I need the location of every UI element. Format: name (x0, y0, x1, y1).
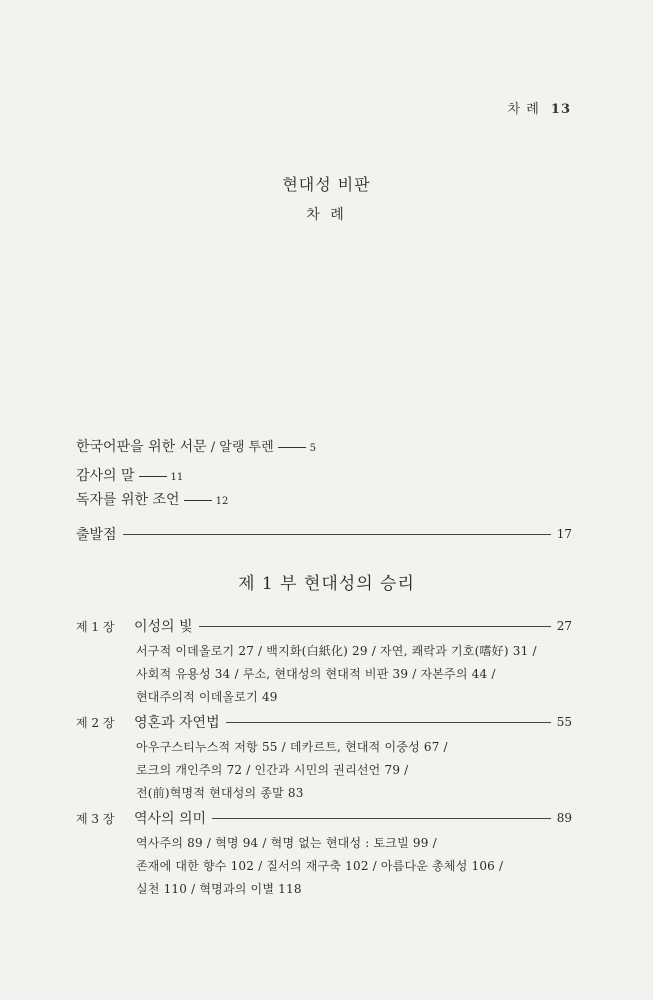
chapter-entry (76, 712, 572, 732)
front-matter-entry (76, 489, 228, 509)
running-head (508, 98, 571, 117)
running-head-label: 차 례 (507, 102, 540, 117)
running-head-page-number: 13 (550, 102, 571, 117)
book-title: 현대성 비판 (282, 175, 371, 194)
leader-dash (278, 447, 306, 448)
chapter-entry (76, 808, 572, 828)
entry-page: 12 (215, 496, 229, 507)
leader-dash (184, 500, 212, 501)
entry-page: 17 (556, 527, 572, 541)
chapter-number: 제 1 장 (76, 619, 115, 634)
section-list-line: 현대주의적 이데올로기 49 (136, 690, 278, 704)
section-list-line: 실천 110 / 혁명과의 이별 118 (136, 882, 302, 896)
part-title: 제 1 부 현대성의 승리 (238, 574, 415, 594)
entry-page: 5 (309, 443, 317, 454)
entry-page: 11 (170, 472, 184, 483)
leader-line (226, 722, 551, 723)
section-list-line: 역사주의 89 / 혁명 94 / 혁명 없는 현대성 : 토크빌 99 / (136, 836, 437, 850)
section-list-line: 서구적 이데올로기 27 / 백지화(白紙化) 29 / 자연, 쾌락과 기호(嗜好) 31 / (136, 644, 537, 658)
chapter-title: 이성의 빛 (134, 619, 193, 635)
entry-title: 독자를 위한 조언 (76, 492, 180, 508)
chapter-title: 영혼과 자연법 (134, 715, 220, 731)
entry-author: / 알랭 투렌 (206, 440, 274, 455)
front-matter-entry (76, 436, 316, 456)
section-list-line: 사회적 유용성 34 / 루소, 현대성의 현대적 비판 39 / 자본주의 44 / (136, 667, 496, 681)
entry-title: 출발점 (76, 527, 117, 543)
leader-line (199, 626, 551, 627)
chapter-page: 55 (556, 715, 572, 729)
front-matter-entry (76, 465, 183, 485)
entry-title: 한국어판을 위한 서문 (76, 439, 207, 455)
entry-title: 감사의 말 (76, 468, 135, 484)
chapter-entry (76, 616, 572, 636)
section-list-line: 아우구스티누스적 저항 55 / 데카르트, 현대적 이중성 67 / (136, 740, 448, 754)
chapter-number: 제 2 장 (76, 715, 115, 730)
toc-entry-start (76, 524, 572, 544)
section-list-line: 전(前)혁명적 현대성의 종말 83 (136, 786, 304, 800)
chapter-number: 제 3 장 (76, 811, 115, 826)
chapter-title: 역사의 의미 (134, 811, 207, 827)
leader-dash (139, 476, 167, 477)
chapter-page: 27 (556, 619, 572, 633)
leader-line (212, 818, 551, 819)
toc-heading: 차 례 (306, 207, 347, 223)
section-list-line: 로크의 개인주의 72 / 인간과 시민의 권리선언 79 / (136, 763, 409, 777)
chapter-page: 89 (556, 811, 572, 825)
section-list-line: 존재에 대한 향수 102 / 질서의 재구축 102 / 아름다운 총체성 106 / (136, 859, 504, 873)
leader-line (123, 534, 551, 535)
